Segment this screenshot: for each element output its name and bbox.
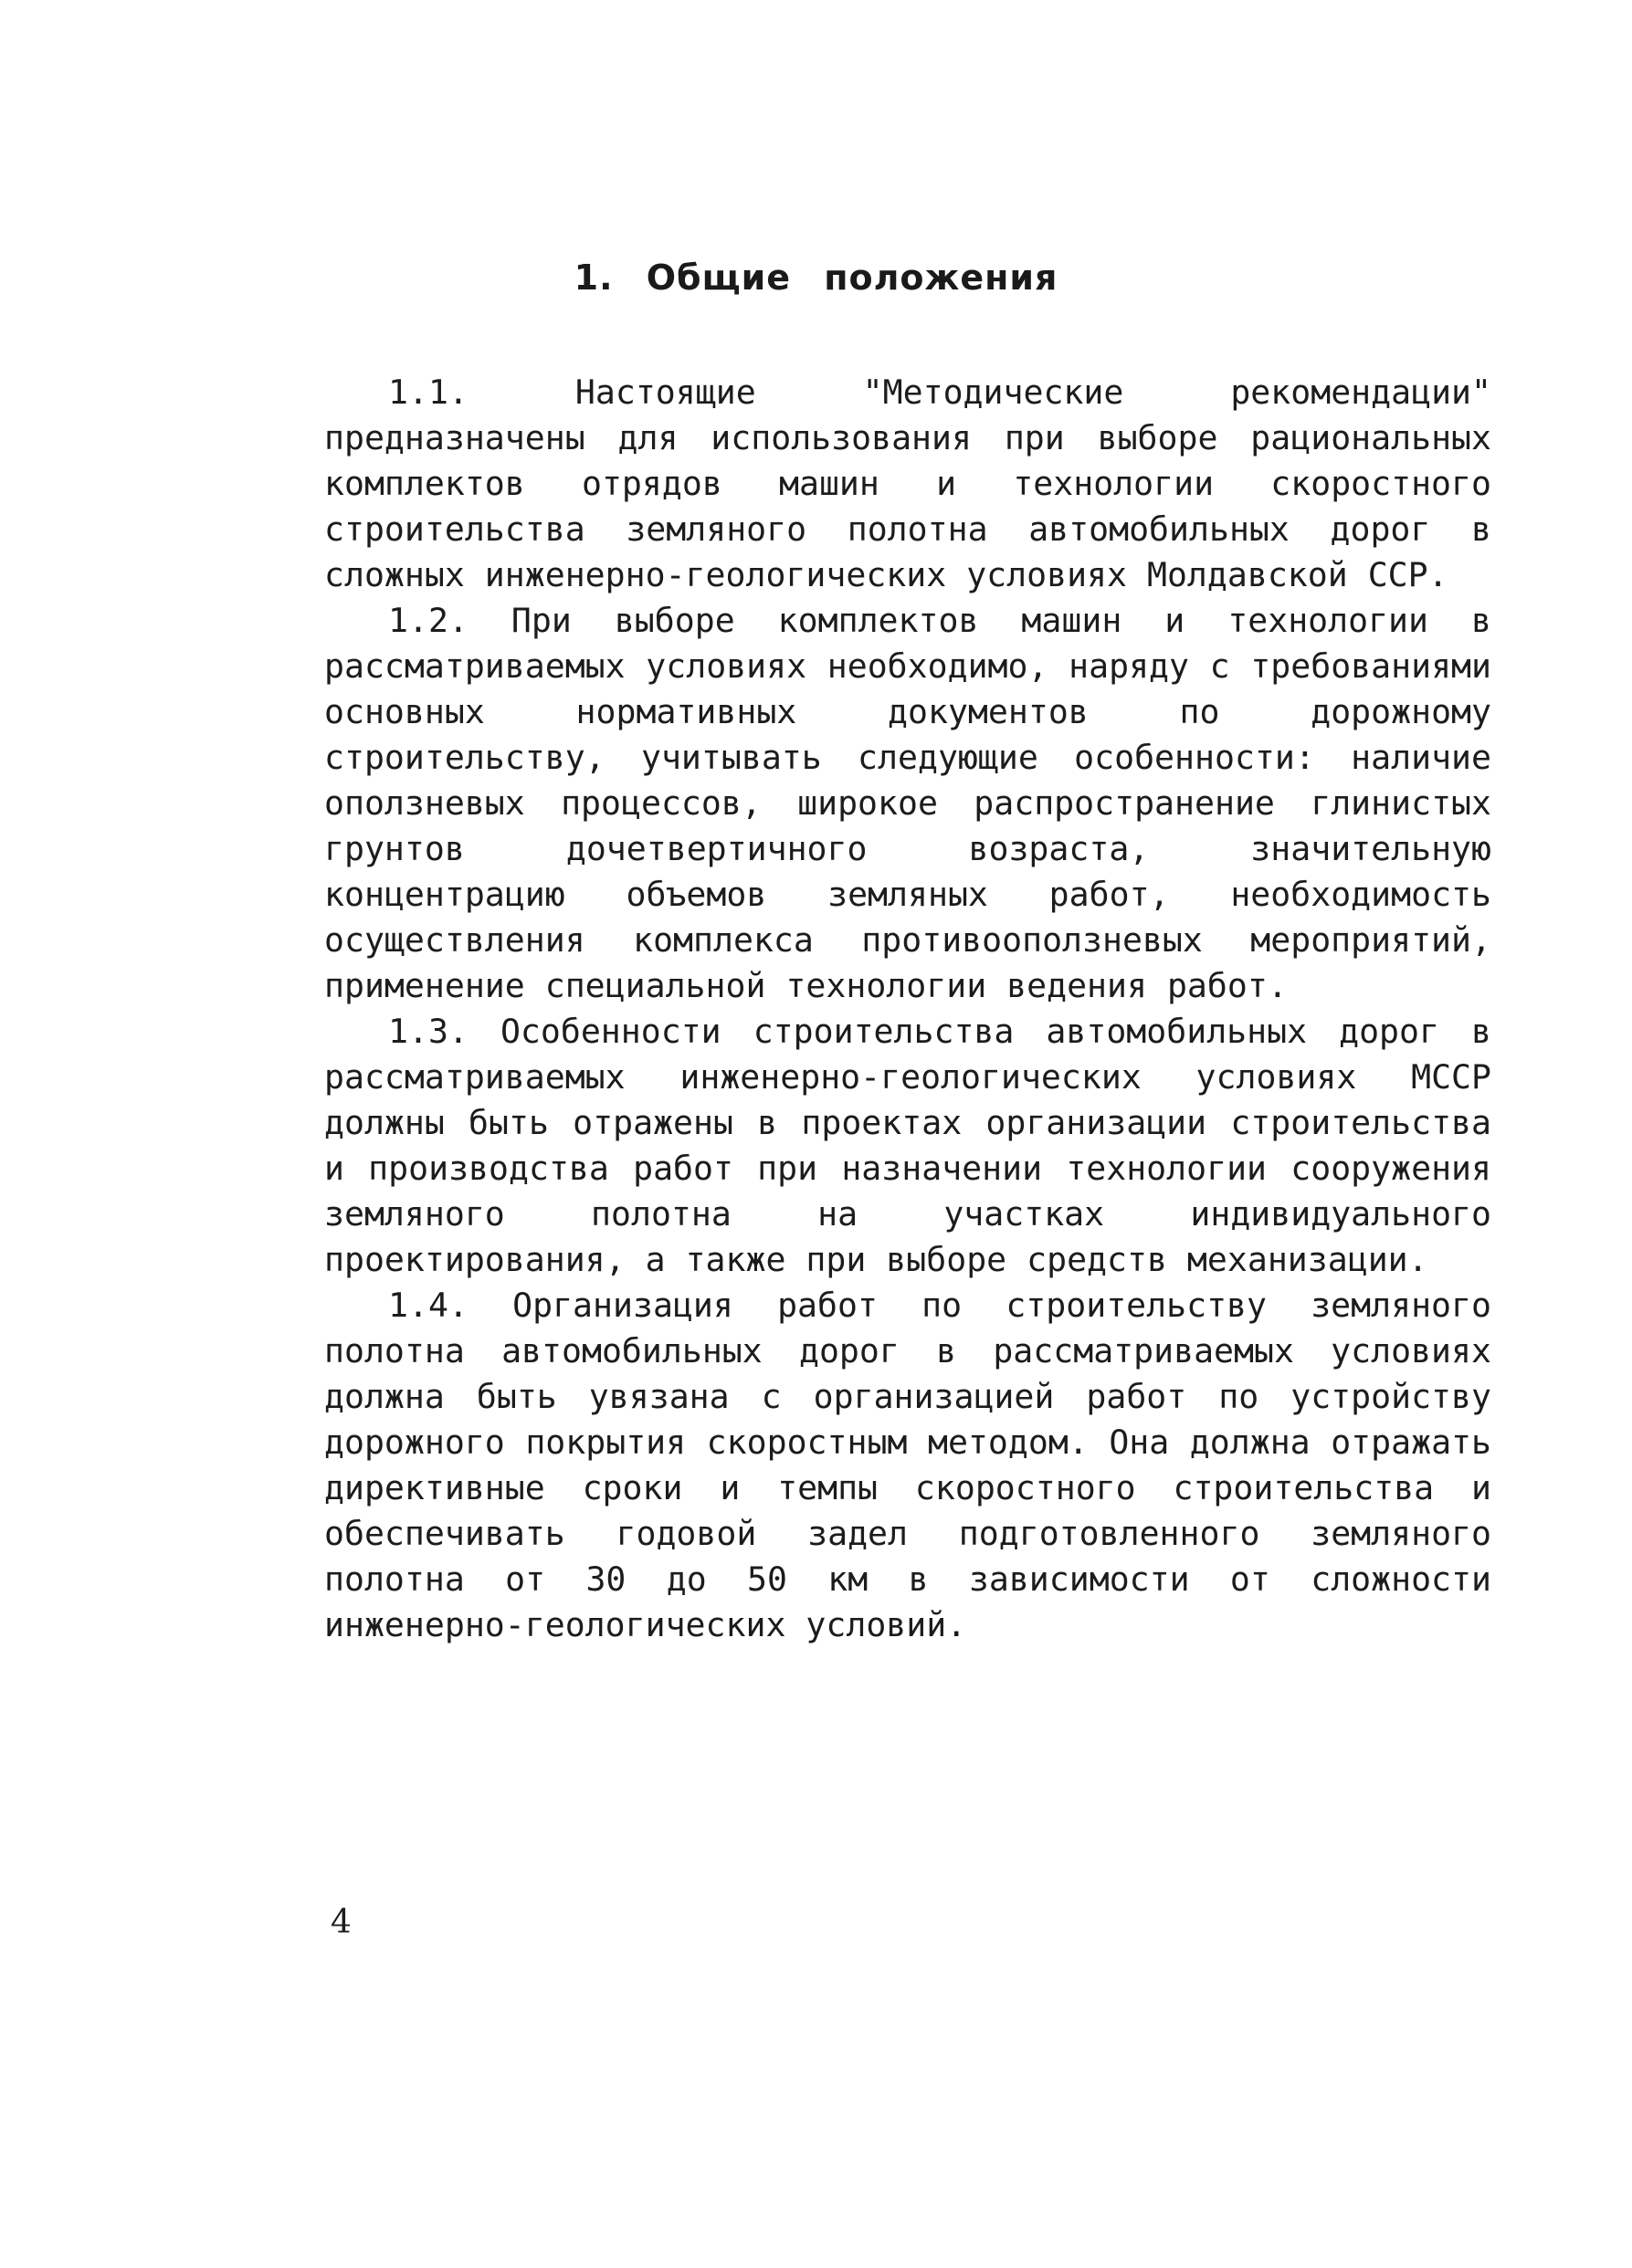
page-number: 4 xyxy=(331,1904,352,1941)
paragraph-1-3 xyxy=(324,1009,1491,1283)
paragraph-text: Настоящие "Методические рекомендации" предназначены для использования при выборе рациональных комплектов отрядов машин и технологии скоростного строительства земляного полотна автомобильных дорог в сложных инженерно-геологических условиях Молдавской ССР. xyxy=(324,373,1491,594)
body-text xyxy=(324,370,1491,1648)
paragraph-1-1 xyxy=(324,370,1491,598)
paragraph-1-4 xyxy=(324,1283,1491,1648)
paragraph-number: 1.4. xyxy=(388,1286,469,1325)
paragraph-text: При выборе комплектов машин и технологии в рассматриваемых условиях необходимо, наряду с требованиями основных нормативных документов по дорожному строительству, учитывать следующие особенности: наличие оползневых процессов, широкое распространение глинистых грунтов дочетвертичного возраста, значительную концентрацию объемов земляных работ, необходимость осуществления комплекса противооползневых мероприятий, применение специальной технологии ведения работ. xyxy=(324,601,1491,1005)
section-title: 1. Общие положения xyxy=(574,257,1058,298)
paragraph-number: 1.1. xyxy=(388,373,469,412)
paragraph-text: Организация работ по строительству земляного полотна автомобильных дорог в рассматриваемых условиях должна быть увязана с организацией работ по устройству дорожного покрытия скоростным методом. Она должна отражать директивные сроки и темпы скоростного строительства и обеспечивать годовой задел подготовленного земляного полотна от 30 до 50 км в зависимости от сложности инженерно-геологических условий. xyxy=(324,1286,1491,1644)
paragraph-number: 1.2. xyxy=(388,601,469,640)
paragraph-number: 1.3. xyxy=(388,1012,469,1051)
paragraph-text: Особенности строительства автомобильных дорог в рассматриваемых инженерно-геологических условиях МССР должны быть отражены в проектах организации строительства и производства работ при назначении технологии сооружения земляного полотна на участках индивидуального проектирования, а также при выборе средств механизации. xyxy=(324,1012,1491,1279)
paragraph-1-2 xyxy=(324,598,1491,1009)
